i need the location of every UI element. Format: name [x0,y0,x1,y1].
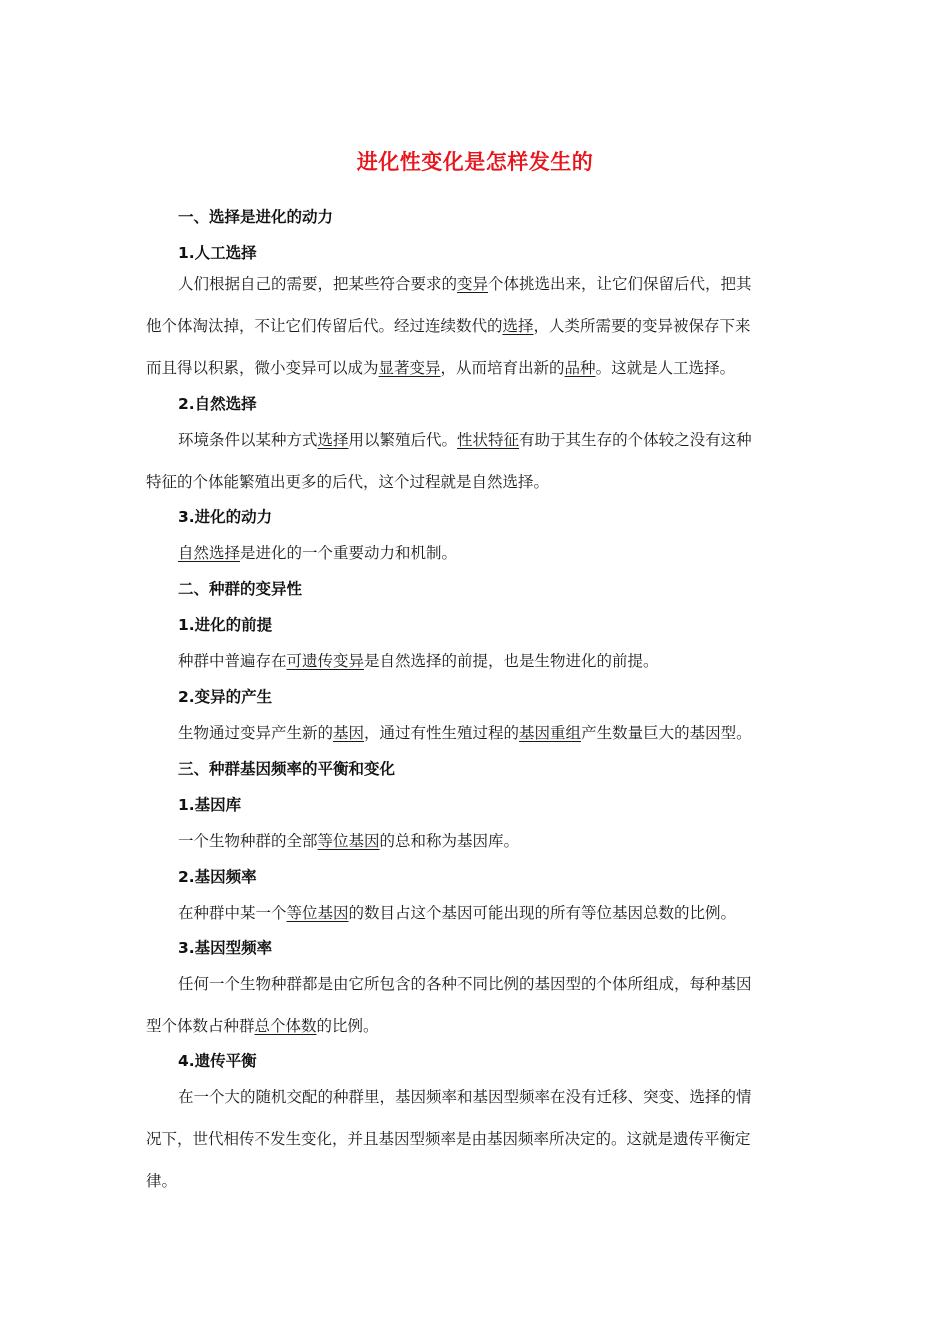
key-term: 基因重组 [519,724,582,742]
text-run: 型个体数占种群 [146,1017,255,1035]
key-term: 选择 [502,317,534,335]
document-title: 进化性变化是怎样发生的 [356,150,594,174]
text-run: 在种群中某一个 [178,904,287,922]
subsection-heading: 2.基因频率 [178,868,257,886]
text-run: 种群中普遍存在 [178,652,287,670]
text-run: 的总和称为基因库。 [379,832,520,850]
text-run: 在一个大的随机交配的种群里，基因频率和基因型频率在没有迁移、突变、选择的情 [178,1088,752,1106]
key-term: 品种 [564,359,596,377]
key-term: 基因 [333,724,365,742]
text-run: 人们根据自己的需要，把某些符合要求的 [178,275,458,293]
paragraph-line [146,314,751,336]
paragraph-line [178,829,519,851]
text-run: 而且得以积累，微小变异可以成为 [146,359,379,377]
paragraph-line [146,470,549,492]
subsection-heading: 2.自然选择 [178,395,257,413]
key-term: 等位基因 [286,904,349,922]
text-run: 特征的个体能繁殖出更多的后代，这个过程就是自然选择。 [146,473,550,491]
key-term: 显著变异 [378,359,441,377]
section-heading: 二、种群的变异性 [178,580,303,598]
text-run: 。这就是人工选择。 [595,359,736,377]
section-heading: 三、种群基因频率的平衡和变化 [178,760,396,778]
paragraph-line [178,541,457,563]
text-run: 产生数量巨大的基因型。 [581,724,752,742]
subsection-heading: 1.人工选择 [178,244,257,262]
paragraph-line [178,972,752,994]
text-run: 况下，世代相传不发生变化，并且基因型频率是由基因频率所决定的。这就是遗传平衡定 [146,1130,751,1148]
subsection-heading: 3.进化的动力 [178,508,273,526]
text-run: 个体挑选出来，让它们保留后代，把其 [488,275,752,293]
text-run: 律。 [146,1172,178,1190]
text-run: 用以繁殖后代。 [348,431,458,449]
text-run: ，通过有性生殖过程的 [364,724,520,742]
text-run: 是自然选择的前提，也是生物进化的前提。 [364,652,659,670]
text-run: 是进化的一个重要动力和机制。 [240,544,458,562]
subsection-heading: 2.变异的产生 [178,688,273,706]
text-run: 的数目占这个基因可能出现的所有等位基因总数的比例。 [348,904,737,922]
paragraph-line [146,1014,379,1036]
subsection-heading: 4.遗传平衡 [178,1052,257,1070]
paragraph-line [178,721,752,743]
text-run: ，人类所需要的变异被保存下来 [533,317,751,335]
key-term: 变异 [457,275,489,293]
text-run: ，从而培育出新的 [440,359,565,377]
subsection-heading: 1.基因库 [178,796,242,814]
paragraph-line [178,428,752,450]
text-run: 他个体淘汰掉，不让它们传留后代。经过连续数代的 [146,317,503,335]
text-run: 生物通过变异产生新的 [178,724,334,742]
text-run: 环境条件以某种方式 [178,431,318,449]
paragraph-line [178,901,736,923]
text-run: 任何一个生物种群都是由它所包含的各种不同比例的基因型的个体所组成，每种基因 [178,975,752,993]
paragraph-line [146,1169,177,1191]
paragraph-line [146,1127,751,1149]
section-heading: 一、选择是进化的动力 [178,208,334,226]
text-run: 一个生物种群的全部 [178,832,318,850]
text-run: 有助于其生存的个体较之没有这种 [519,431,752,449]
key-term: 自然选择 [178,544,241,562]
key-term: 选择 [317,431,349,449]
paragraph-line [146,356,735,378]
key-term: 可遗传变异 [286,652,365,670]
subsection-heading: 3.基因型频率 [178,939,273,957]
paragraph-line [178,649,659,671]
subsection-heading: 1.进化的前提 [178,616,273,634]
key-term: 等位基因 [317,832,380,850]
paragraph-line [178,1085,752,1107]
text-run: 的比例。 [316,1017,379,1035]
key-term: 总个体数 [254,1017,317,1035]
paragraph-line [178,272,752,294]
key-term: 性状特征 [457,431,520,449]
